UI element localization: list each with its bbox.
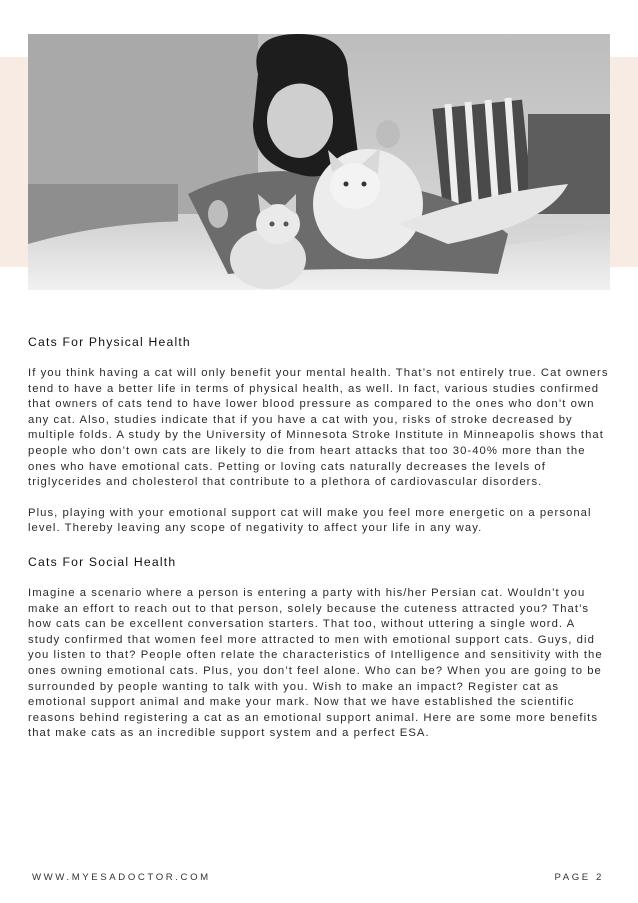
decorative-accent-right [608, 57, 638, 267]
physical-health-paragraph-1: If you think having a cat will only benefit your mental health. That’s not entirely true. Cat owners tend to have a better life in terms of physical health, as well. In fact, various studies confirmed that owners of cats tend to have lower blood pressure as compared to the ones who don’t own any cat. Also, studies indicate that if you have a cat with you, risks of stroke decreased by multiple folds. A study by the University of Minnesota Stroke Institute in Minneapolis shows that people who don’t own cats are likely to die from heart attacks that too 30-40% more than the ones who have emotional cats. Petting or loving cats naturally decreases the levels of triglycerides and cholesterol that contribute to a plethora of cardiovascular disorders. [28, 367, 609, 489]
section-heading-physical-health: Cats For Physical Health [28, 335, 191, 349]
decorative-accent-left [0, 57, 28, 267]
footer-page-number: PAGE 2 [554, 872, 604, 883]
section-heading-social-health: Cats For Social Health [28, 554, 177, 569]
social-health-paragraph-1: Imagine a scenario where a person is entering a party with his/her Persian cat. Wouldn’t you make an effort to reach out to that person, solely because the cuteness attracted you? That’s how cats can be excellent conversation starters. That too, without uttering a single word. A study confirmed that women feel more attracted to men with emotional support cats. Guys, did you listen to that? People often relate the characteristics of Intelligence and sensitivity with the ones owning emotional cats. Plus, you don’t feel alone. Who can be? When you are going to be surrounded by people wanting to talk with you. Wish to make an impact? Register cat as emotional support animal and make your mark. Now that we have established the scientific reasons behind registering a cat as an emotional support animal. Here are some more benefits that make cats as an incredible support system and a perfect ESA. [28, 586, 603, 740]
footer-website: WWW.MYESADOCTOR.COM [32, 872, 211, 883]
article-body [28, 334, 610, 742]
physical-health-paragraph-2: Plus, playing with your emotional support cat will make you feel more energetic on a personal level. Thereby leaving any scope of negativity to affect your life in any way. [28, 506, 592, 535]
hero-photo-woman-with-cats [28, 34, 610, 290]
